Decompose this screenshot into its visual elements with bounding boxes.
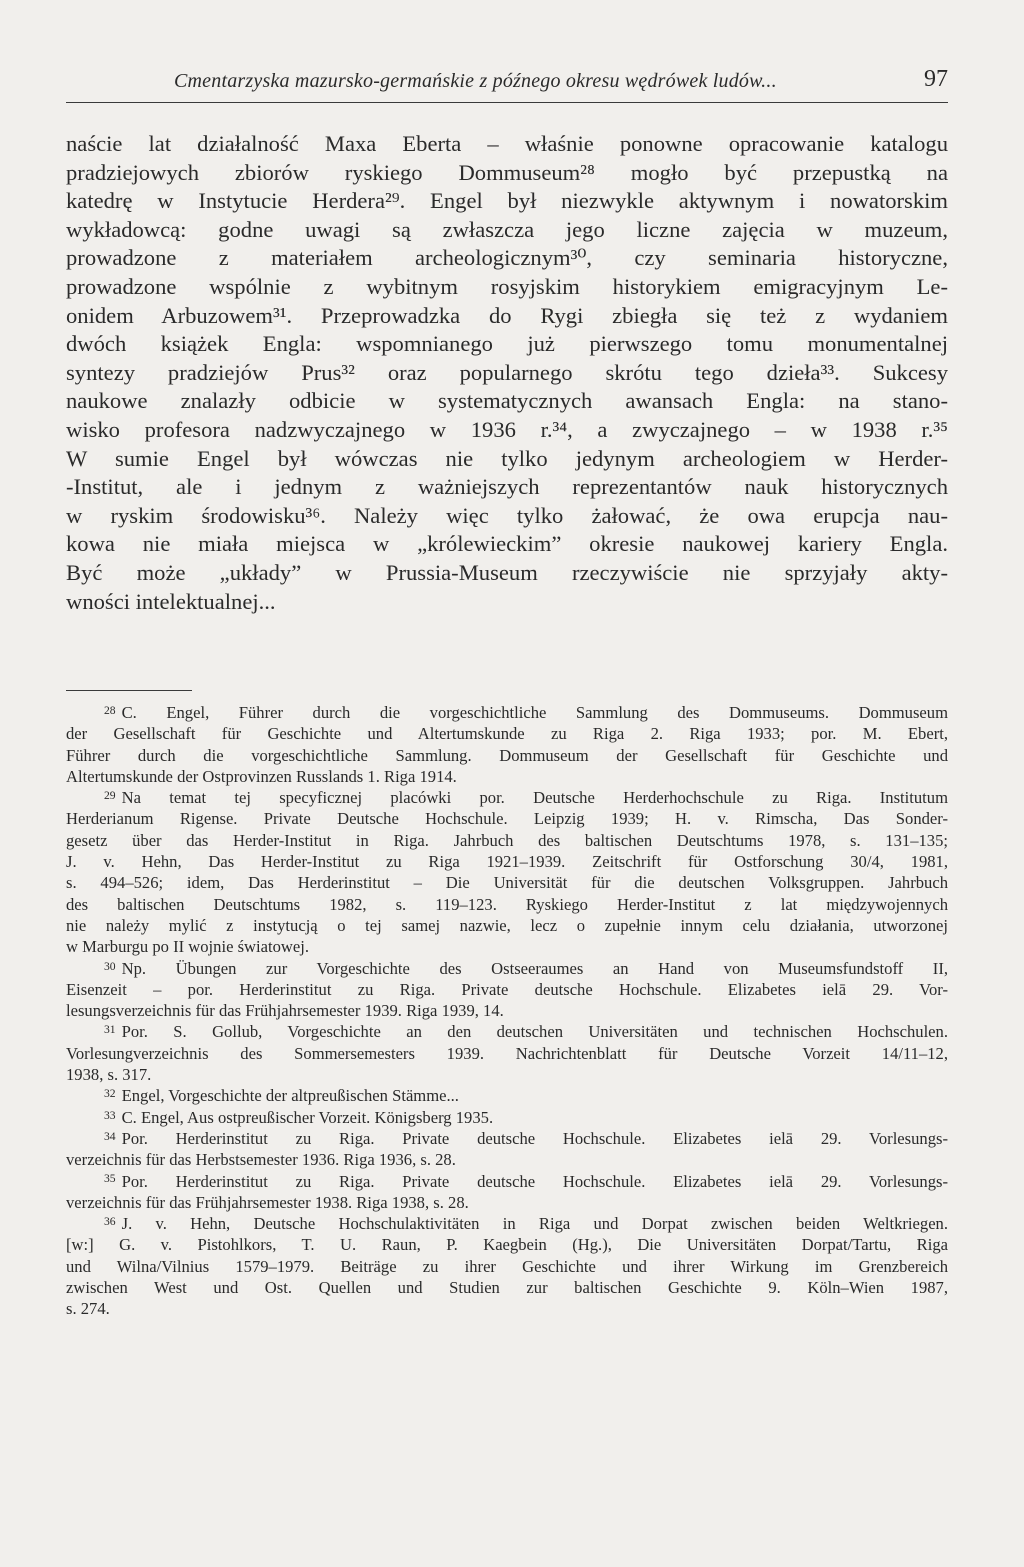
footnote-text: Herderianum Rigense. Private Deutsche Hochschule. Leipzig 1939; H. v. Rimscha, Das Sonder- <box>66 809 948 829</box>
footnote-32 <box>66 1085 948 1106</box>
footnote-number: 29 <box>104 789 116 803</box>
footnote-text: J. v. Hehn, Das Herder-Institut zu Riga 1921–1939. Zeitschrift für Ostforschung 30/4, 1981, <box>66 852 948 872</box>
footnote-number: 34 <box>104 1129 116 1143</box>
text-line: onidem Arbuzowem³¹. Przeprowadzka do Rygi zbiegła się też z wydaniem <box>66 302 948 328</box>
text-line: Być może „układy” w Prussia-Museum rzeczywiście nie sprzyjały akty- <box>66 559 948 585</box>
footnote-text: Engel, Vorgeschichte der altpreußischen Stämme... <box>121 1086 459 1106</box>
footnote-line <box>66 1149 948 1170</box>
footnote-line <box>66 894 948 915</box>
text-line: prowadzone wspólnie z wybitnym rosyjskim historykiem emigracyjnym Le- <box>66 273 948 299</box>
running-header <box>66 62 948 103</box>
footnote-line <box>66 979 948 1000</box>
footnote-text: gesetz über das Herder-Institut in Riga. Jahrbuch des baltischen Deutschtums 1978, s. 131–135; <box>66 830 948 850</box>
text-line: kowa nie miała miejsca w „królewieckim” okresie naukowej kariery Engla. <box>66 531 948 557</box>
footnote-line <box>66 851 948 872</box>
footnote-text: s. 494–526; idem, Das Herderinstitut – Die Universität für die deutschen Volksgruppen. Jahrbuch <box>66 873 948 893</box>
footnote-text: C. Engel, Führer durch die vorgeschichtliche Sammlung des Dommuseums. Dommuseum <box>121 703 948 722</box>
footnote-line <box>66 872 948 893</box>
text-line: W sumie Engel był wówczas nie tylko jedynym archeologiem w Herder- <box>66 445 948 471</box>
footnote-text: s. 274. <box>66 1299 110 1319</box>
footnote-text: w Marburgu po II wojnie światowej. <box>66 937 310 957</box>
footnote-text: verzeichnis für das Frühjahrsemester 1938. Riga 1938, s. 28. <box>66 1192 469 1212</box>
footnote-text: [w:] G. v. Pistohlkors, T. U. Raun, P. Kaegbein (Hg.), Die Universitäten Dorpat/Tartu, Riga <box>66 1235 948 1255</box>
footnote-line <box>66 1256 948 1277</box>
footnotes <box>66 702 948 1320</box>
footnote-line <box>66 808 948 829</box>
footnote-text: Por. Herderinstitut zu Riga. Private deutsche Hochschule. Elizabetes ielā 29. Vorlesungs- <box>121 1128 948 1148</box>
footnote-text: J. v. Hehn, Deutsche Hochschulaktivitäten in Riga und Dorpat zwischen beiden Weltkriegen. <box>121 1214 948 1234</box>
text-line: naście lat działalność Maxa Eberta – właśnie ponowne opracowanie katalogu <box>66 131 948 156</box>
footnote-number: 32 <box>104 1087 116 1101</box>
footnote-line <box>66 915 948 936</box>
footnote-28 <box>66 702 948 723</box>
footnote-text: Por. S. Gollub, Vorgeschichte an den deutschen Universitäten und technischen Hochschulen. <box>121 1022 948 1042</box>
footnote-text: Np. Übungen zur Vorgeschichte des Ostseeraumes an Hand von Museumsfundstoff II, <box>121 958 948 978</box>
footnote-number: 28 <box>104 703 116 717</box>
text-line: naukowe znalazły odbicie w systematycznych awansach Engla: na stano- <box>66 388 948 414</box>
running-title: Cmentarzyska mazursko-germańskie z późnego okresu wędrówek ludów... <box>174 70 777 92</box>
footnote-text: Por. Herderinstitut zu Riga. Private deutsche Hochschule. Elizabetes ielā 29. Vorlesungs- <box>121 1171 948 1191</box>
footnote-35 <box>66 1171 948 1192</box>
footnote-number: 36 <box>104 1215 116 1229</box>
footnote-29 <box>66 787 948 808</box>
footnote-31 <box>66 1021 948 1042</box>
footnote-text: zwischen West und Ost. Quellen und Studien zur baltischen Geschichte 9. Köln–Wien 1987, <box>66 1278 948 1298</box>
footnote-text: Altertumskunde der Ostprovinzen Russlands 1. Riga 1914. <box>66 766 457 786</box>
footnote-line <box>66 766 948 787</box>
footnote-text: 1938, s. 317. <box>66 1065 152 1085</box>
text-line: pradziejowych zbiorów ryskiego Dommuseum²⁸ mogło być przepustką na <box>66 159 948 185</box>
text-line: wykładowcą: godne uwagi są zwłaszcza jego liczne zajęcia w muzeum, <box>66 216 948 242</box>
footnote-text: nie należy mylić z instytucją o tej samej nazwie, lecz o zupełnie innym celu działania, utworzonej <box>66 915 948 935</box>
footnote-number: 35 <box>104 1172 116 1186</box>
text-line: prowadzone z materiałem archeologicznym³⁰, czy seminaria historyczne, <box>66 245 948 271</box>
footnote-line <box>66 1192 948 1213</box>
text-line: w ryskim środowisku³⁶. Należy więc tylko żałować, że owa erupcja nau- <box>66 502 948 528</box>
text-line: wisko profesora nadzwyczajnego w 1936 r.³⁴, a zwyczajnego – w 1938 r.³⁵ <box>66 416 948 442</box>
footnote-36 <box>66 1213 948 1234</box>
footnote-line <box>66 723 948 744</box>
footnote-text: Na temat tej specyficznej placówki por. Deutsche Herderhochschule zu Riga. Institutum <box>121 788 948 808</box>
text-line: dwóch książek Engla: wspomnianego już pierwszego tomu monumentalnej <box>66 331 948 357</box>
footnote-30 <box>66 958 948 979</box>
footnote-text: verzeichnis für das Herbstsemester 1936. Riga 1936, s. 28. <box>66 1150 456 1170</box>
footnote-line <box>66 1234 948 1255</box>
footnote-line <box>66 1277 948 1298</box>
footnote-text: des baltischen Deutschtums 1982, s. 119–123. Ryskiego Herder-Institut z lat międzywojennych <box>66 894 948 914</box>
footnote-text: Führer durch die vorgeschichtliche Sammlung. Dommuseum der Gesellschaft für Geschichte und <box>66 745 948 765</box>
footnote-text: Vorlesungverzeichnis des Sommersemesters 1939. Nachrichtenblatt für Deutsche Vorzeit 14/11–12, <box>66 1043 948 1063</box>
main-text <box>66 130 948 616</box>
footnote-text: C. Engel, Aus ostpreußischer Vorzeit. Königsberg 1935. <box>121 1107 494 1127</box>
footnote-number: 30 <box>104 959 116 973</box>
text-line: wności intelektualnej... <box>66 588 276 614</box>
footnote-number: 33 <box>104 1108 116 1122</box>
footnote-text: der Gesellschaft für Geschichte und Altertumskunde zu Riga 2. Riga 1933; por. M. Ebert, <box>66 724 948 744</box>
text-line: -Institut, ale i jednym z ważniejszych reprezentantów nauk historycznych <box>66 474 948 500</box>
footnote-text: Eisenzeit – por. Herderinstitut zu Riga. Private deutsche Hochschule. Elizabetes ielā 29. Vor- <box>66 979 948 999</box>
footnote-text: und Wilna/Vilnius 1579–1979. Beiträge zu ihrer Geschichte und ihrer Wirkung im Grenzbereich <box>66 1256 948 1276</box>
footnote-line <box>66 936 948 957</box>
footnote-33 <box>66 1107 948 1128</box>
footnote-text: lesungsverzeichnis für das Frühjahrsemester 1939. Riga 1939, 14. <box>66 1001 504 1021</box>
page-number: 97 <box>924 66 948 92</box>
text-line: syntezy pradziejów Prus³² oraz popularnego skrótu tego dzieła³³. Sukcesy <box>66 359 948 385</box>
footnote-separator <box>66 690 192 691</box>
footnote-number: 31 <box>104 1023 116 1037</box>
footnote-34 <box>66 1128 948 1149</box>
footnote-line <box>66 1064 948 1085</box>
footnote-line <box>66 745 948 766</box>
footnote-line <box>66 1298 948 1319</box>
footnote-line <box>66 1000 948 1021</box>
footnote-line <box>66 1043 948 1064</box>
text-line: katedrę w Instytucie Herdera²⁹. Engel był niezwykle aktywnym i nowatorskim <box>66 188 948 214</box>
footnote-line <box>66 830 948 851</box>
